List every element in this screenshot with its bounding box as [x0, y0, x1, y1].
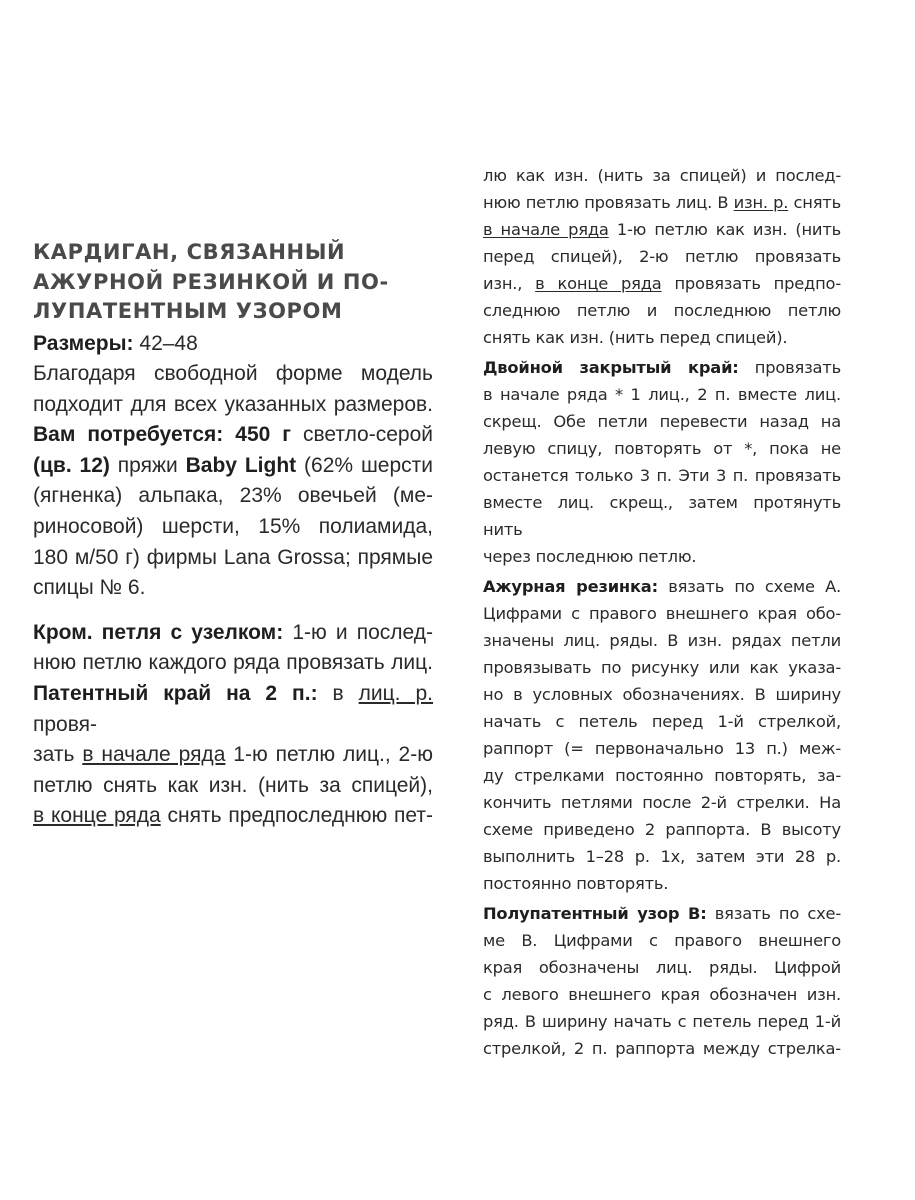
left-column [33, 238, 433, 832]
sizes-paragraph [33, 329, 433, 360]
color-number: (цв. 12) [33, 453, 110, 477]
double-edge-label: Двойной закрытый край: [483, 358, 739, 377]
right-column [483, 162, 841, 1062]
double-edge-paragraph: Двойной закрытый край: провязать в начале ряда * 1 лиц., 2 п. вместе лиц. скрещ. Обе петли перевести назад на левую спицу, повторять от *, пока не останется только 3 п. Эти 3 п. провязать вместе лиц. скрещ., затем протянуть нить через последнюю петлю. [483, 358, 841, 566]
title-line: КАРДИГАН, СВЯЗАННЫЙ [33, 240, 346, 264]
materials-paragraph: Вам потребуется: 450 г светло-серой (цв. 12) пряжи Baby Light (62% шерсти (ягненка) альпака, 23% овечьей (ме- риносовой) шерсти, 15% полиамида, 180 м/50 г) фирмы Lana Grossa; прямые спицы № 6. [33, 423, 434, 600]
sizes-value: 42–48 [133, 331, 198, 355]
yarn-name: Baby Light [185, 453, 297, 477]
lace-rib-paragraph: Ажурная резинка: вязать по схеме А. Цифрами с правого внешнего края обо- значены лиц. ряды. В изн. рядах петли провязывать по рисунку или как указа- но в условных обозначениях. В ширину начать с петель перед 1-й стрелкой, раппорт (= первоначально 13 п.) меж- ду стрелками постоянно повторять, за- кончить петлями после 2-й стрелки. На схеме приведено 2 раппорта. В высоту выполнить 1–28 р. 1х, затем эти 28 р. постоянно повторять. [483, 577, 841, 893]
half-patent-paragraph: Полупатентный узор В: вязать по схе- ме В. Цифрами с правого внешнего края обозначены лиц. ряды. Цифрой с левого внешнего края обозначен изн. ряд. В ширину начать с петель перед 1-й стрелкой, 2 п. раппорта между стрелка- [483, 904, 841, 1058]
materials-label: Вам потребуется: 450 г [33, 423, 292, 447]
title-line: ЛУПАТЕНТНЫМ УЗОРОМ [33, 299, 343, 323]
patent-edge-label: Патентный край на 2 п.: [33, 682, 318, 706]
article-title [33, 238, 433, 327]
title-line: АЖУРНОЙ РЕЗИНКОЙ И ПО- [33, 269, 389, 294]
half-patent-label: Полупатентный узор В: [483, 904, 707, 923]
lace-rib-label: Ажурная резинка: [483, 577, 658, 596]
intro-paragraph: Благодаря свободной форме модель подходит для всех указанных размеров. [33, 362, 433, 416]
selvedge-paragraph: Кром. петля с узелком: 1-ю и послед- нюю петлю каждого ряда провязать лиц. [33, 620, 433, 675]
patent-edge-paragraph: Патентный край на 2 п.: в лиц. р. провя- зать в начале ряда 1-ю петлю лиц., 2-ю петлю снять как изн. (нить за спицей), в конце ряда снять предпоследнюю пет- [33, 682, 433, 828]
sizes-label: Размеры: [33, 331, 134, 355]
selvedge-label: Кром. петля с узелком: [33, 620, 284, 644]
patent-edge-continued: лю как изн. (нить за спицей) и послед- нюю петлю провязать лиц. В изн. р. снять в начале ряда 1-ю петлю как изн. (нить перед спицей), 2-ю петлю провязать изн., в конце ряда провязать предпо- следнюю петлю и последнюю петлю снять как изн. (нить перед спицей). [483, 166, 841, 347]
